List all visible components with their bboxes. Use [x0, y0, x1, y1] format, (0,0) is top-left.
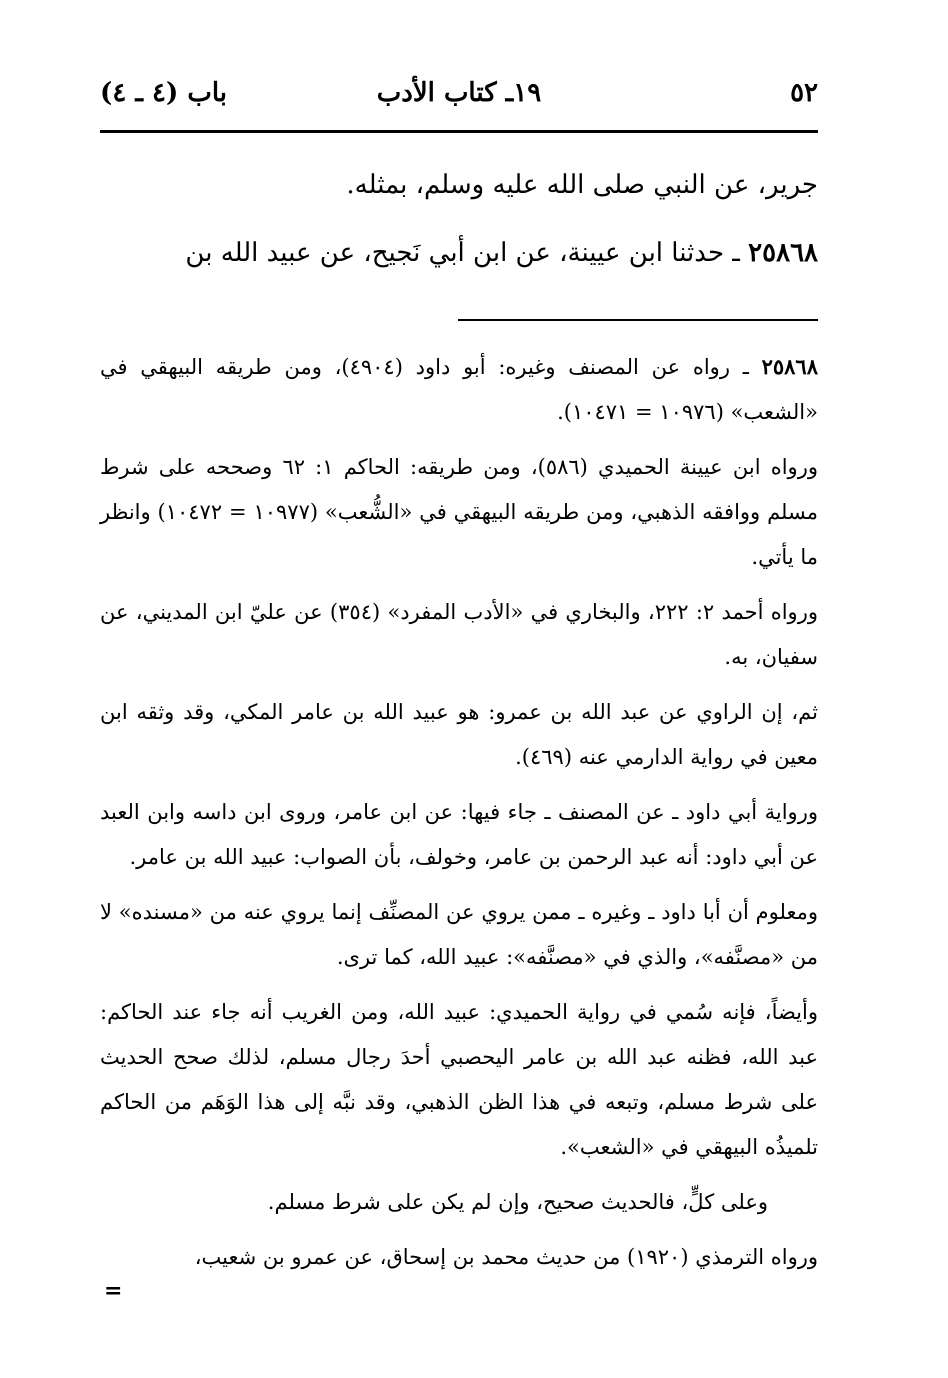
- chapter-reference: باب (٤ ـ ٤): [100, 78, 227, 108]
- footnote-number: ٢٥٨٦٨: [761, 354, 818, 379]
- footnote-paragraph-1: [100, 344, 818, 435]
- main-text: [100, 160, 818, 278]
- footnote-paragraph-3: ورواه أحمد ٢: ٢٢٢، والبخاري في «الأدب المفرد» (٣٥٤) عن عليّ ابن المديني، عن سفيان، به.: [100, 600, 818, 669]
- hadith-paragraph: [100, 228, 818, 278]
- footnote-paragraph-8: وعلى كلٍّ، فالحديث صحيح، وإن لم يكن على شرط مسلم.: [267, 1190, 768, 1214]
- footnote-paragraph-2: ورواه ابن عيينة الحميدي (٥٨٦)، ومن طريقه: الحاكم ١: ٦٢ وصححه على شرط مسلم ووافقه الذهبي، ومن طريقه البيهقي في «الشُّعب» (١٠٩٧٧ = ١٠٤٧٢) وانظر ما يأتي.: [100, 455, 818, 569]
- footnote-paragraph-7: وأيضاً، فإنه سُمي في رواية الحميدي: عبيد الله، ومن الغريب أنه جاء عند الحاكم: عبد الله، فظنه عبد الله بن عامر اليحصبي أحدَ رجال مسلم، لذلك صحح الحديث على شرط مسلم، وتبعه في هذا الظن الذهبي، وقد نبَّه إلى هذا الوَهَم من الحاكم تلميذُه البيهقي في «الشعب».: [100, 1000, 818, 1159]
- footnote-paragraph-9: ورواه الترمذي (١٩٢٠) من حديث محمد بن إسحاق، عن عمرو بن شعيب،: [194, 1245, 818, 1269]
- footnote-separator: [458, 319, 818, 321]
- footnote-paragraph-6: ومعلوم أن أبا داود ـ وغيره ـ ممن يروي عن المصنِّف إنما يروي عنه من «مسنده» لا من «مصنَّفه»، والذي في «مصنَّفه»: عبيد الله، كما ترى.: [100, 900, 818, 969]
- footnote-paragraph-4: ثم، إن الراوي عن عبد الله بن عمرو: هو عبيد الله بن عامر المكي، وقد وثقه ابن معين في رواية الدارمي عنه (٤٦٩).: [100, 700, 818, 769]
- continuation-mark: =: [104, 1278, 123, 1304]
- running-header: [100, 78, 818, 122]
- hadith-text: ـ حدثنا ابن عيينة، عن ابن أبي نَجيح، عن عبيد الله بن: [185, 238, 749, 268]
- book-title: ١٩ـ كتاب الأدب: [376, 78, 542, 108]
- main-line-1: جرير، عن النبي صلى الله عليه وسلم، بمثله.: [346, 170, 818, 200]
- footnote-paragraph-5: ورواية أبي داود ـ عن المصنف ـ جاء فيها: عن ابن عامر، وروى ابن داسه وابن العبد عن أبي داود: أنه عبد الرحمن بن عامر، وخولف، بأن الصواب: عبيد الله بن عامر.: [100, 800, 818, 869]
- hadith-number: ٢٥٨٦٨: [748, 238, 818, 268]
- header-rule: [100, 130, 818, 133]
- footnote-text-1: ـ رواه عن المصنف وغيره: أبو داود (٤٩٠٤)، ومن طريقه البيهقي في «الشعب» (١٠٩٧٦ = ١٠٤٧١).: [100, 355, 818, 424]
- page-number: ٥٢: [790, 78, 818, 108]
- footnotes: [100, 344, 818, 1280]
